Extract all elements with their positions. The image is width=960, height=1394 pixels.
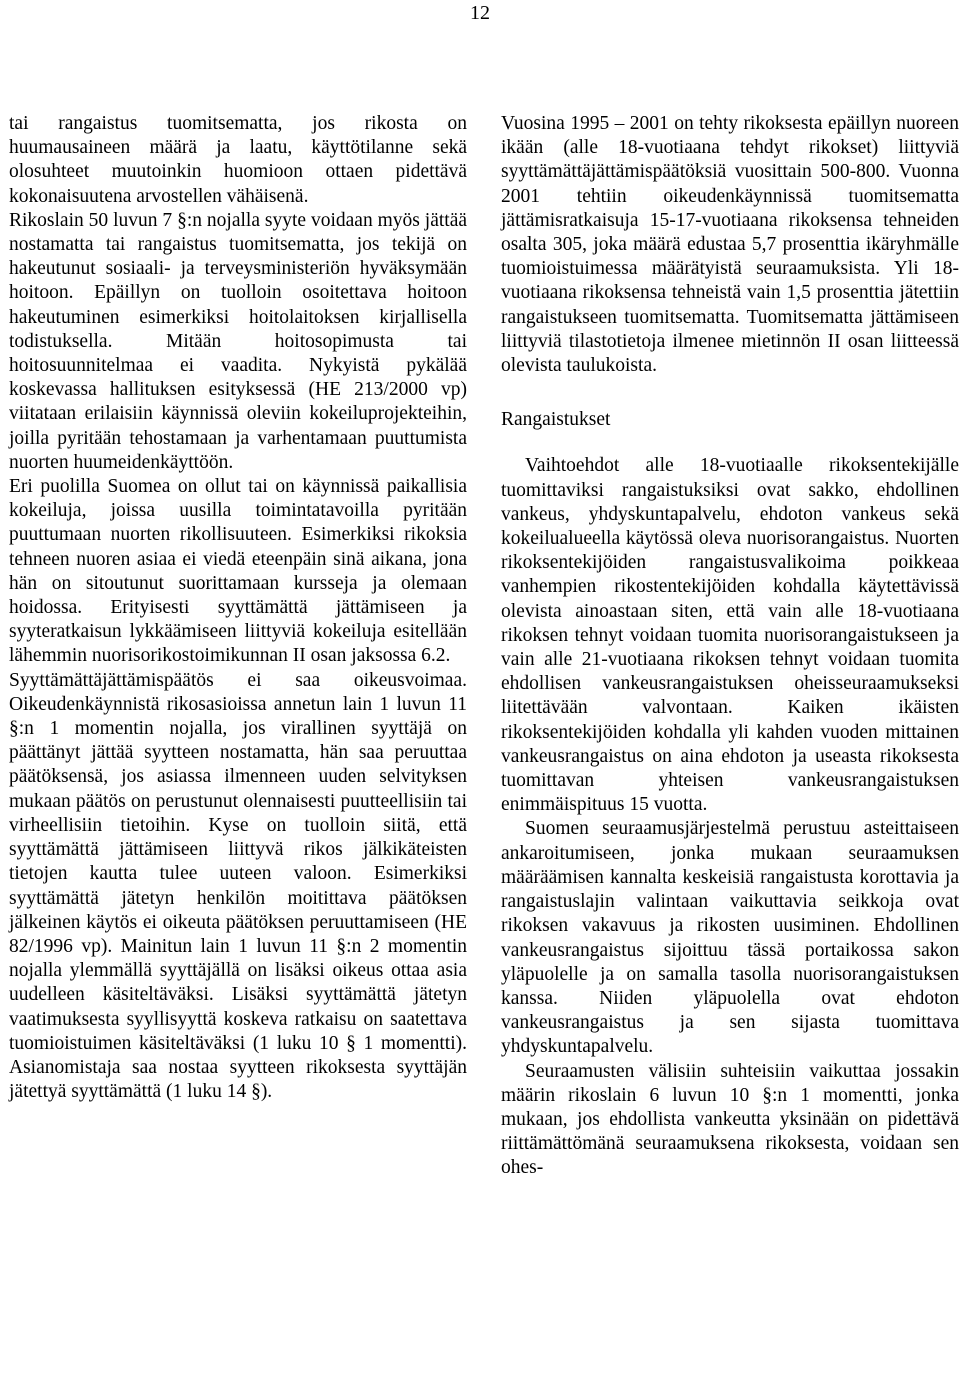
paragraph: Suomen seuraamusjärjestelmä perustuu asteittaiseen ankaroitumiseen, jonka mukaan seuraamuksen määräämisen kannalta keskeisiä rangaistusta korottavia ja rangaistuslajin valintaan vaikuttavia seikkoja ovat rikoksen vakavuus ja rikosten uusiminen. Ehdollinen vankeusrangaistus sijoittuu tässä portaikossa sakon yläpuolelle ja on samalla tasolla nuorisorangaistuksen kanssa. Niiden yläpuolella ovat ehdoton vankeusrangaistus ja sen sijasta tuomittava yhdyskuntapalvelu. (501, 818, 959, 1058)
paragraph: Seuraamusten välisiin suhteisiin vaikuttaa jossakin määrin rikoslain 6 luvun 10 §:n 1 momentti, jonka mukaan, jos ehdollista vankeutta yksinään on pidettävä riittämättömänä seuraamuksena rikoksesta, voidaan sen ohes- (501, 1060, 959, 1179)
paragraph: Rikoslain 50 luvun 7 §:n nojalla syyte voidaan myös jättää nostamatta tai rangaistus tuomitsematta, jos tekijä on hakeutunut sosiaali- ja terveysministeriön hyväksymään hoitoon. Epäillyn on tuolloin osoitettava hoitoon hakeutuminen esimerkiksi hoitolaitoksen kirjallisella todistuksella. Mitään hoitosopimusta tai hoitosuunnitelmaa ei vaadita. Nykyistä pykälää koskevassa hallituksen esityksessä (HE 213/2000 vp) viitataan erilaisiin käynnissä oleviin kokeiluprojekteihin, joilla pyritään tehostamaan ja varhentamaan puuttumista nuorten huumeidenkäyttöön. (9, 209, 467, 473)
paragraph: Vaihtoehdot alle 18-vuotiaalle rikoksentekijälle tuomittaviksi rangaistuksiksi ovat sakko, ehdollinen vankeus, yhdyskuntapalvelu, ehdoton vankeus sekä kokeilualueella käytössä oleva nuorisorangaistus. Nuorten rikoksentekijöiden rangaistusvalikoima poikkeaa vanhempien rikostentekijöiden kohdalla käytettävissä olevista ainoastaan siten, että vain alle 18-vuotiaana rikoksen tehnyt voidaan tuomita nuorisorangaistukseen ja vain alle 21-vuotiaana rikoksen tehnyt voidaan tuomita ehdollisen vankeusrangaistuksen oheisseuraamukseksi liitettävään valvontaan. Kaiken ikäisten rikoksentekijöiden kohdalla yli kahden vuoden mittainen vankeusrangaistus on aina ehdoton ja useasta rikoksesta tuomittavan yhteisen vankeusrangaistuksen enimmäispituus 15 vuotta. (501, 455, 959, 816)
left-column (9, 112, 467, 1104)
paragraph: Vuosina 1995 – 2001 on tehty rikoksesta epäillyn nuoreen ikään (alle 18-vuotiaana tehdyt rikokset) liittyviä syyttämättäjättämispäätöksiä vuosittain 500-800. Vuonna 2001 tehtiin oikeudenkäynnissä tuomitsematta jättämisratkaisuja 15-17-vuotiaana rikoksensa tehneiden osalta 305, joka määrä edustaa 5,7 prosenttia ikäryhmälle tuomioistuimessa määrätyistä seuraamuksista. Yli 18-vuotiaana rikoksensa tehneistä vain 1,5 prosenttia jätettiin rangaistukseen tuomitsematta. Tuomitsematta jättämiseen liittyviä tilastotietoja ilmenee mietinnön II osan liitteessä olevista taulukoista. (501, 113, 959, 377)
paragraph: Eri puolilla Suomea on ollut tai on käynnissä paikallisia kokeiluja, joissa uusilla toimintatavoilla pyritään puuttumaan nuorten rikollisuuteen. Esimerkiksi rikoksia tehneen nuoren asiaa ei viedä eteenpäin sinä aikana, jona hän on sitoutunut suorittamaan kursseja ja olemaan hoidossa. Erityisesti syyttämättä jättämiseen ja syyteratkaisun lykkäämiseen liittyviä kokeiluja esitellään lähemmin nuorisorikostoimikunnan II osan jaksossa 6.2. (9, 476, 467, 667)
right-column (501, 112, 959, 1181)
paragraph: Syyttämättäjättämispäätös ei saa oikeusvoimaa. Oikeudenkäynnistä rikosasioissa annetun lain 1 luvun 11 §:n 1 momentin nojalla, jos virallinen syyttäjä on päättänyt jättää syytteen nostamatta, hän saa peruuttaa päätöksensä, jos asiassa ilmenneen uuden selvityksen mukaan päätös on perustunut olennaisesti puutteellisiin tai virheellisiin tietoihin. Kyse on tuolloin siitä, että syyttämättä jättämiseen liittyvä rikos jälkikäteisten tietojen kautta tulee uuteen valoon. Esimerkiksi syyttämättä jätetyn henkilön moitittava päätöksen jälkeinen käytös ei oikeuta päätöksen peruuttamiseen (HE 82/1996 vp). Mainitun lain 1 luvun 11 §:n 2 momentin nojalla ylemmällä syyttäjällä on lisäksi oikeus ottaa asia uudelleen käsiteltäväksi. Lisäksi syyttämättä jätetyn vaatimuksesta syyllisyyttä koskeva ratkaisu on saatettava tuomioistuimen käsiteltäväksi (1 luku 10 § 1 momentti). Asianomistaja saa nostaa syytteen rikoksesta syyttäjän jätettyä syyttämättä (1 luku 14 §). (9, 669, 467, 1103)
page-number: 12 (470, 2, 490, 24)
section-heading: Rangaistukset (501, 409, 611, 431)
paragraph: tai rangaistus tuomitsematta, jos rikosta on huumausaineen määrä ja laatu, käyttötilanne sekä olosuhteet muutoinkin huomioon ottaen pidettävä kokonaisuutena arvostellen vähäisenä. (9, 113, 467, 207)
